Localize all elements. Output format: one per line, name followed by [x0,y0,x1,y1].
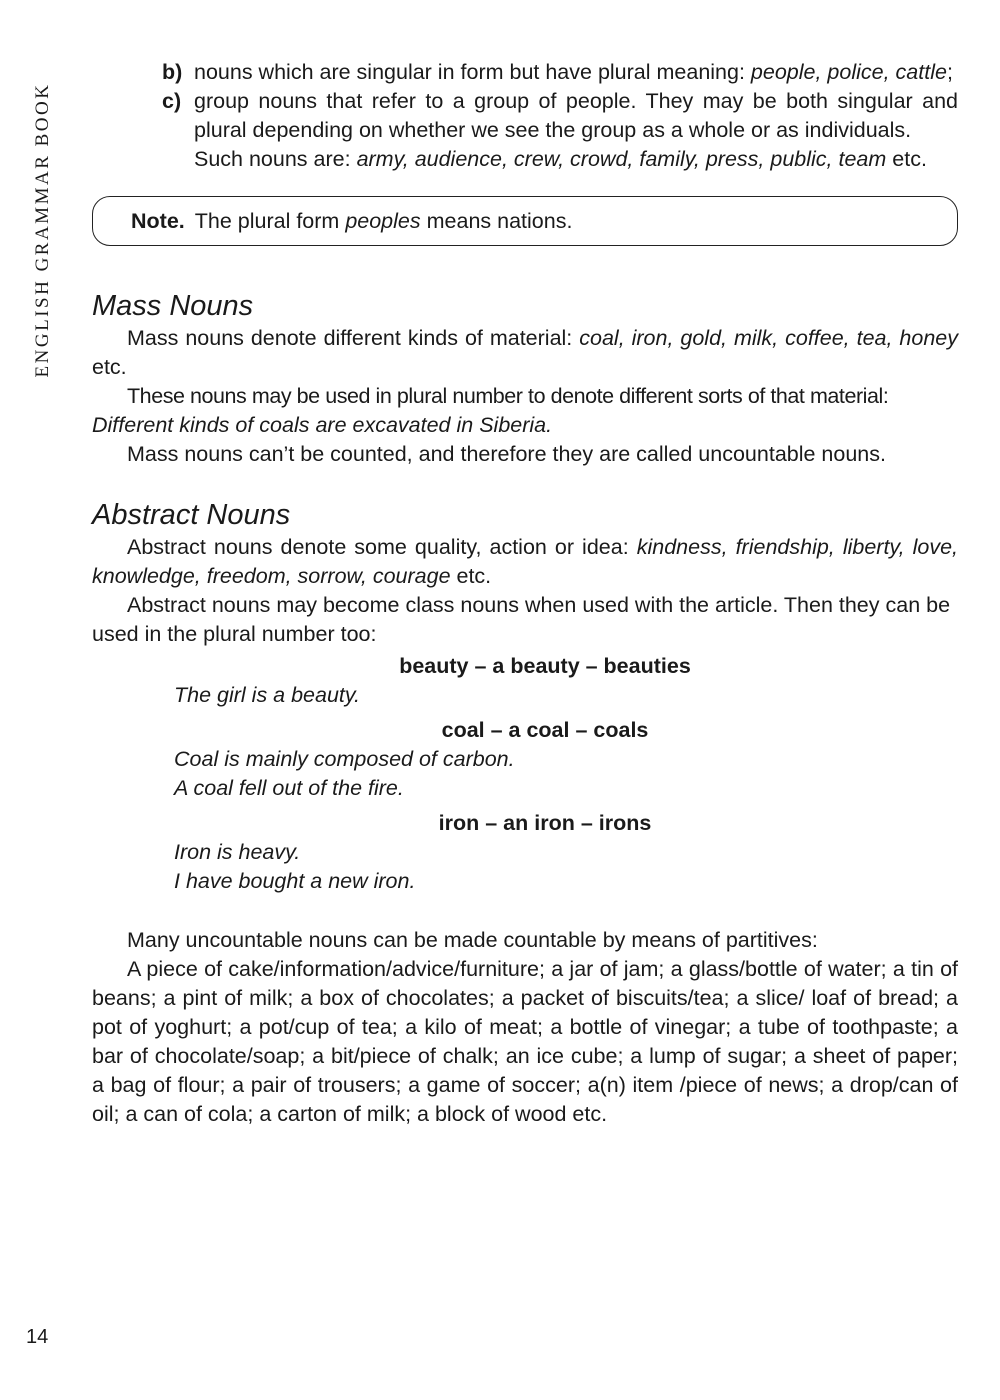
list-item-c [92,87,958,174]
list-c-text: group nouns that refer to a group of people. They may be both singular and plural depending on whether we see the group as a whole or as individuals. [194,89,958,142]
mass-p2-text: These nouns may be used in plural number to denote different sorts of that material: [127,384,889,408]
page-content [92,58,958,1129]
mass-p2-example: Different kinds of coals are excavated in Siberia. [92,413,553,437]
note-label: Note. [131,208,185,233]
abstract-p1-text: Abstract nouns denote some quality, action or idea: [127,535,637,559]
mass-nouns-p2 [92,382,958,411]
partitives-intro: Many uncountable nouns can be made countable by means of partitives: [127,928,818,952]
list-item-b [92,58,958,87]
partitives-body: A piece of cake/information/advice/furniture; a jar of jam; a glass/bottle of water; a tin of beans; a pint of milk; a box of chocolates; a packet of biscuits/tea; a slice/ loaf of bread; a pot of yoghurt; a pot/cup of tea; a kilo of meat; a bottle of vinegar; a tube of toothpaste; a bar of chocolate/soap; a bit/piece of chalk; an ice cube; a lump of sugar; a sheet of paper; a bag of flour; a pair of trousers; a game of soccer; a(n) item /piece of news; a drop/can of oil; a can of cola; a carton of milk; a block of wood etc. [92,957,958,1126]
abstract-nouns-p1 [92,533,958,591]
abstract-p1-examples: kindness, friendship, liberty, love, knowledge, freedom, sorrow, courage [92,535,958,588]
list-marker-b: b) [162,60,183,84]
abstract-nouns-heading: Abstract Nouns [92,499,291,531]
example-line: The girl is a beauty. [174,683,361,707]
mass-p1-examples: coal, iron, gold, milk, coffee, tea, honey [579,326,958,350]
list-c-end: etc. [886,147,927,171]
mass-nouns-p1 [92,324,958,382]
example-line: Coal is mainly composed of carbon. [174,747,515,771]
spine-title-text: ENGLISH GRAMMAR BOOK [32,82,53,378]
list-marker-c: c) [162,89,182,113]
example-line: Iron is heavy. [174,840,301,864]
mass-nouns-p2-example [92,411,958,440]
example-line: I have bought a new iron. [174,869,416,893]
note-box [92,196,958,246]
list-c-such: Such nouns are: [194,147,357,171]
example-head-iron: iron – an iron – irons [438,811,652,835]
spine-title [28,60,58,400]
mass-p1-text: Mass nouns denote different kinds of material: [127,326,580,350]
list-c-examples: army, audience, crew, crowd, family, press, public, team [356,147,887,171]
example-line: A coal fell out of the fire. [174,776,404,800]
mass-p1-end: etc. [92,355,127,379]
list-b-end: ; [946,60,953,84]
note-text-before: The plural form [194,208,346,233]
list-b-text: nouns which are singular in form but have plural meaning: [194,60,751,84]
list-b-examples: people, police, cattle [750,60,947,84]
page-number: 14 [26,1326,49,1348]
note-italic: peoples [345,208,421,233]
abstract-nouns-p2: Abstract nouns may become class nouns when used with the article. Then they can be used in the plural number too: [92,593,951,646]
example-head-coal: coal – a coal – coals [441,718,649,742]
example-head-beauty: beauty – a beauty – beauties [399,654,691,678]
abstract-p1-end: etc. [450,564,492,588]
mass-nouns-p3: Mass nouns can’t be counted, and therefore they are called uncountable nouns. [127,442,886,466]
note-text-after: means nations. [420,208,573,233]
mass-nouns-heading: Mass Nouns [92,290,254,322]
